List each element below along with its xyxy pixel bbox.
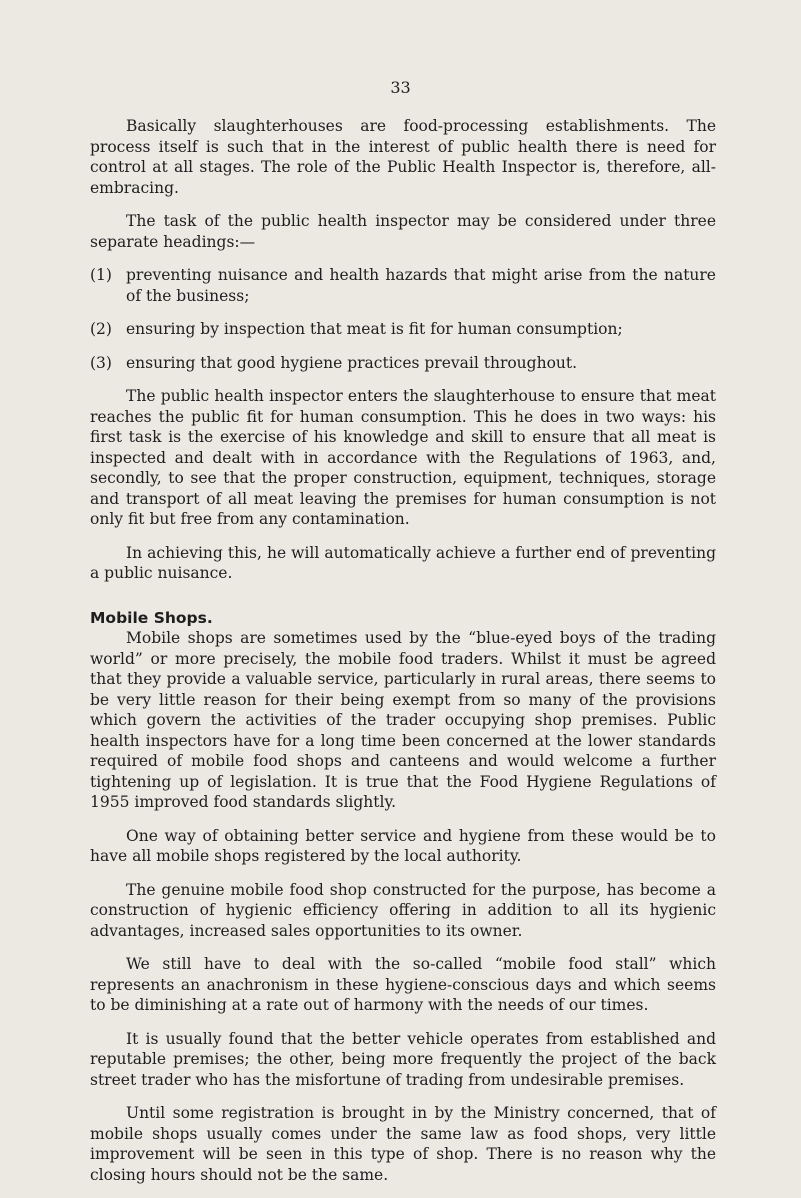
- paragraph-mobile-3: The genuine mobile food shop constructed for the purpose, has become a construction of hygienic efficiency offering in addition to all its hygienic advantages, increased sales opportunities to its owner.: [90, 880, 716, 940]
- paragraph-intro: Basically slaughterhouses are food-processing establishments. The process itself is such that in the interest of public health there is need for control at all stages. The role of the Public Health Inspector is, therefore, all-embracing.: [90, 117, 716, 197]
- paragraph-achieving: In achieving this, he will automatically achieve a further end of preventing a public nuisance.: [90, 543, 716, 582]
- paragraph-mobile-1: Mobile shops are sometimes used by the “blue-eyed boys of the trading world” or more precisely, the mobile food traders. Whilst it must be agreed that they provide a valuable service, particularly in rural areas, there seems to be very little reason for their being exempt from so many of the provisions which govern the activities of the trader occupying shop premises. Public health inspectors have for a long time been concerned at the lower standards required of mobile food shops and canteens and would welcome a further tightening up of legislation. It is true that the Food Hygiene Regulations of 1955 improved food standards slightly.: [90, 629, 716, 811]
- list-number: (2): [90, 320, 112, 338]
- list-text: preventing nuisance and health hazards that might arise from the nature of the business;: [126, 266, 716, 305]
- list-text: ensuring that good hygiene practices prevail throughout.: [126, 353, 578, 372]
- paragraph-mobile-2: One way of obtaining better service and hygiene from these would be to have all mobile shops registered by the local authority.: [90, 826, 716, 865]
- paragraph-task-intro: The task of the public health inspector may be considered under three separate headings:—: [90, 212, 716, 251]
- list-number: (3): [90, 353, 112, 372]
- paragraph-mobile-6: Until some registration is brought in by the Ministry concerned, that of mobile shops usually comes under the same law as food shops, very little improvement will be seen in this type of shop. There is no reason why the closing hours should not be the same.: [90, 1104, 716, 1184]
- list-item-2: [90, 319, 716, 340]
- list-item-1: [90, 265, 716, 306]
- paragraph-inspector-enters: The public health inspector enters the slaughterhouse to ensure that meat reaches the public fit for human consumption. This he does in two ways: his first task is the exercise of his knowledge and skill to ensure that all meat is inspected and dealt with in accordance with the Regulations of 1963, and, secondly, to see that the proper construction, equipment, techniques, storage and transport of all meat leaving the premises for human consumption is not only fit but free from any contamination.: [90, 387, 716, 528]
- paragraph-mobile-5: It is usually found that the better vehicle operates from established and reputable premises; the other, being more frequently the project of the back street trader who has the misfortune of trading from undesirable premises.: [90, 1029, 716, 1089]
- document-body: [90, 116, 716, 1198]
- page-number: 33: [390, 78, 411, 97]
- list-number: (1): [90, 266, 112, 284]
- paragraph-mobile-4: We still have to deal with the so-called “mobile food stall” which represents an anachronism in these hygiene-conscious days and which seems to be diminishing at a rate out of harmony with the needs of our times.: [90, 955, 716, 1014]
- list-text: ensuring by inspection that meat is fit for human consumption;: [126, 320, 623, 338]
- list-item-3: [90, 353, 716, 374]
- section-heading-mobile-shops: Mobile Shops.: [90, 608, 213, 627]
